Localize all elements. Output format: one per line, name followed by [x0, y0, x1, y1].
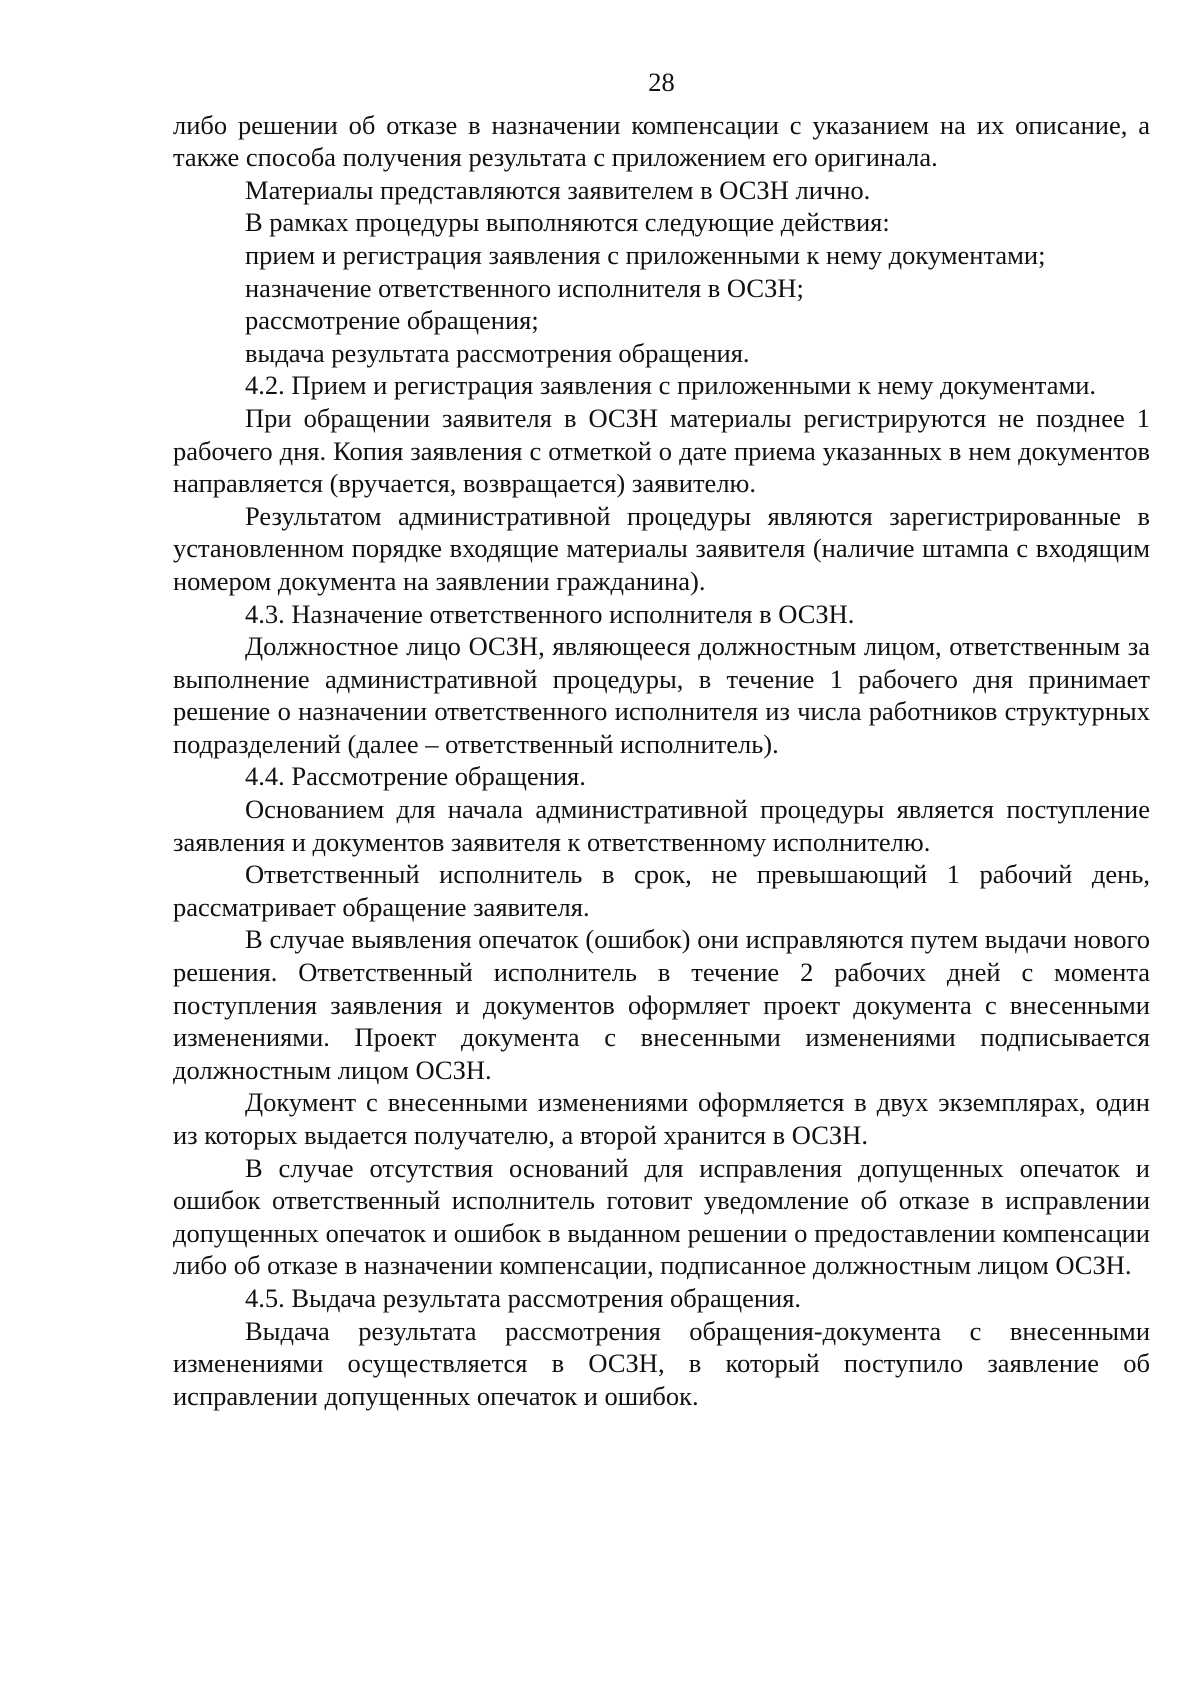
paragraph-materials-in-person: Материалы представляются заявителем в ОСЗН лично.	[245, 174, 871, 205]
section-heading-4-3: 4.3. Назначение ответственного исполнителя в ОСЗН.	[245, 598, 855, 629]
list-item-review: рассмотрение обращения;	[245, 305, 539, 336]
section-heading-4-5: 4.5. Выдача результата рассмотрения обращения.	[245, 1282, 802, 1313]
paragraph-review-term: Ответственный исполнитель в срок, не превышающий 1 рабочий день, рассматривает обращение заявителя.	[173, 859, 1150, 922]
paragraph-review-basis: Основанием для начала административной процедуры является поступление заявления и документов заявителя к ответственному исполнителю.	[173, 794, 1150, 857]
section-heading-4-4: 4.4. Рассмотрение обращения.	[245, 761, 586, 792]
paragraph-registration-result: Результатом административной процедуры являются зарегистрированные в установленном порядке входящие материалы заявителя (наличие штампа с входящим номером документа на заявлении гражданина).	[173, 500, 1150, 596]
list-item-reception: прием и регистрация заявления с приложенными к нему документами;	[245, 239, 1046, 270]
section-heading-4-2: 4.2. Прием и регистрация заявления с приложенными к нему документами.	[245, 370, 1097, 401]
paragraph-typo-correction: В случае выявления опечаток (ошибок) они исправляются путем выдачи нового решения. Ответственный исполнитель в течение 2 рабочих дней с момента поступления заявления и документов оформляет проект документа с внесенными изменениями. Проект документа с внесенными изменениями подписывается должностным лицом ОСЗН.	[173, 924, 1150, 1085]
page-number: 28	[648, 67, 675, 97]
paragraph-registration: При обращении заявителя в ОСЗН материалы регистрируются не позднее 1 рабочего дня. Копия заявления с отметкой о дате приема указанных в нем документов направляется (вручается, возвращается) заявителю.	[173, 402, 1150, 499]
paragraph-official-decision: Должностное лицо ОСЗН, являющееся должностным лицом, ответственным за выполнение административной процедуры, в течение 1 рабочего дня принимает решение о назначении ответственного исполнителя из числа работников структурных подразделений (далее – ответственный исполнитель).	[173, 631, 1150, 759]
list-item-issue-result: выдача результата рассмотрения обращения.	[245, 337, 750, 368]
document-page	[173, 66, 1150, 1412]
paragraph-two-copies: Документ с внесенными изменениями оформляется в двух экземплярах, один из которых выдается получателю, а второй хранится в ОСЗН.	[173, 1087, 1150, 1150]
paragraph-continuation: либо решении об отказе в назначении компенсации с указанием на их описание, а также способа получения результата с приложением его оригинала.	[173, 109, 1150, 173]
list-item-assign-executor: назначение ответственного исполнителя в ОСЗН;	[245, 272, 804, 303]
paragraph-issue-result: Выдача результата рассмотрения обращения-документа с внесенными изменениями осуществляется в ОСЗН, в который поступило заявление об исправлении допущенных опечаток и ошибок.	[173, 1315, 1150, 1411]
paragraph-procedure-actions: В рамках процедуры выполняются следующие действия:	[245, 207, 890, 238]
paragraph-refusal-notice: В случае отсутствия оснований для исправления допущенных опечаток и ошибок ответственный исполнитель готовит уведомление об отказе в исправлении допущенных опечаток и ошибок в выданном решении о предоставлении компенсации либо об отказе в назначении компенсации, подписанное должностным лицом ОСЗН.	[173, 1152, 1150, 1281]
